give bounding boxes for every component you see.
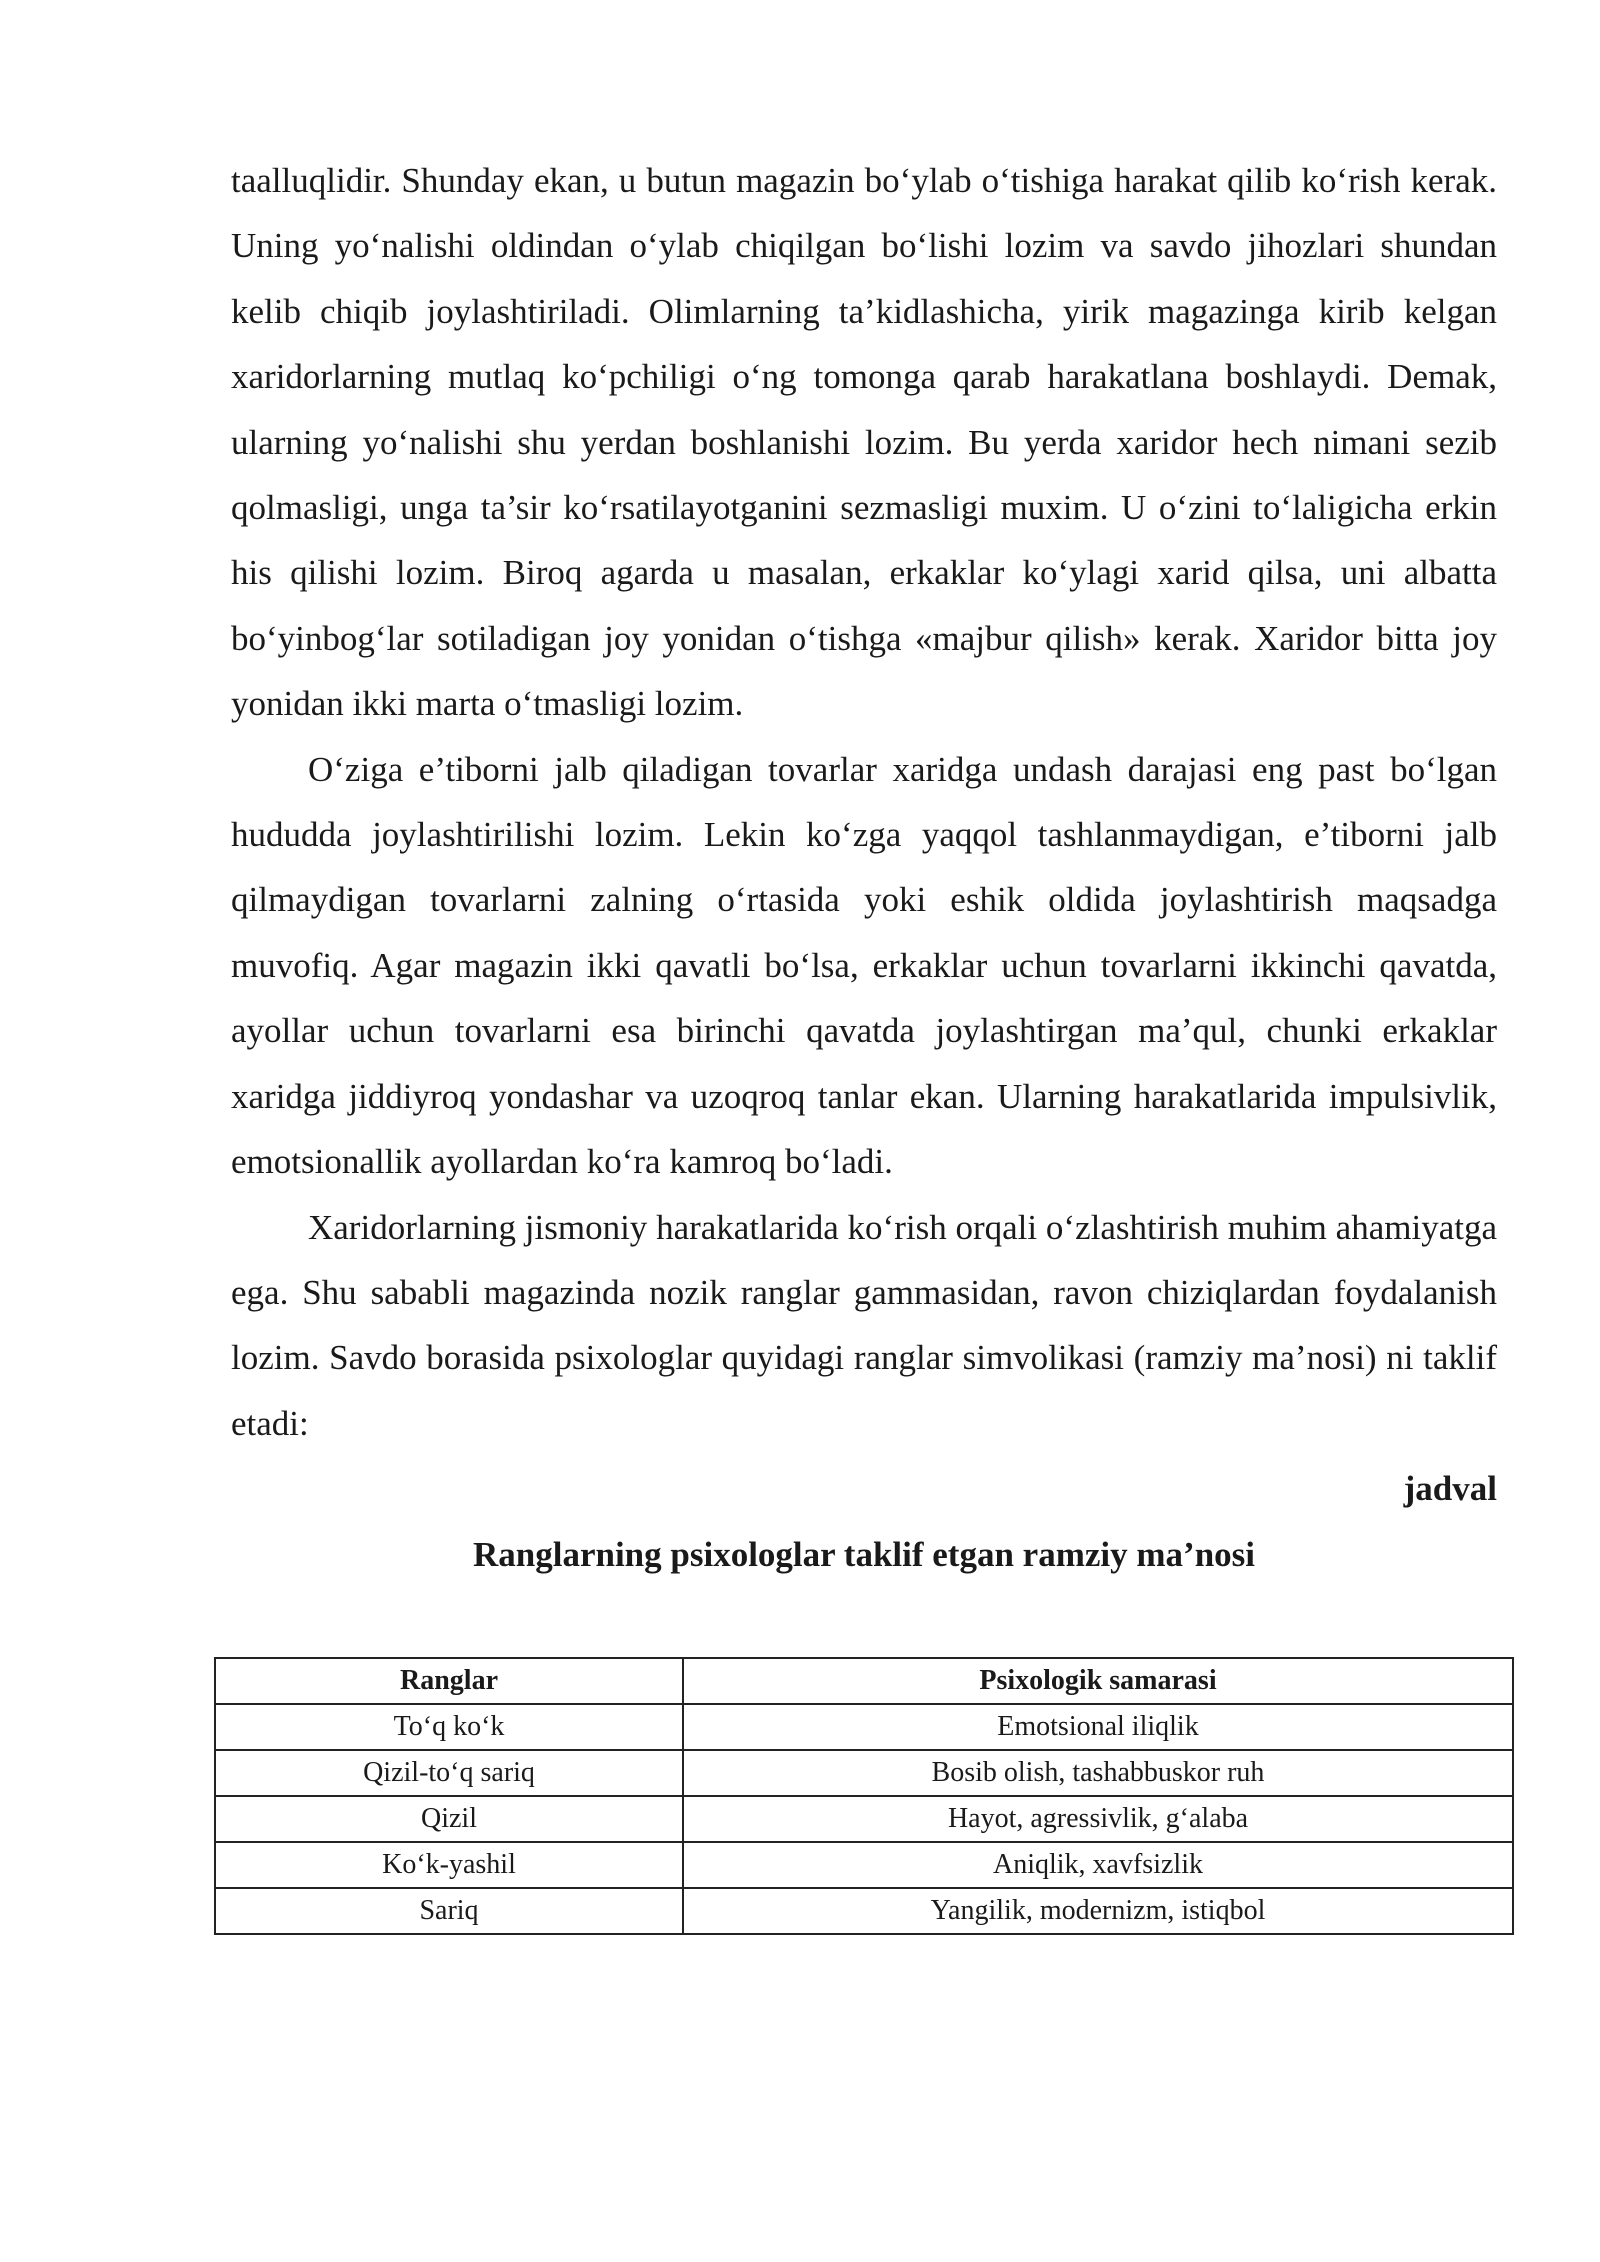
cell-effect: Aniqlik, xavfsizlik [683, 1842, 1513, 1888]
table-header-row [215, 1658, 1513, 1704]
color-table-container [214, 1657, 1514, 1935]
table-row [215, 1796, 1513, 1842]
cell-effect: Bosib olish, tashabbuskor ruh [683, 1750, 1513, 1796]
page-body [231, 148, 1497, 1587]
cell-effect: Emotsional iliqlik [683, 1704, 1513, 1750]
table-row [215, 1750, 1513, 1796]
header-colors: Ranglar [215, 1658, 683, 1704]
cell-effect: Hayot, agressivlik, g‘alaba [683, 1796, 1513, 1842]
table-label: jadval [1403, 1469, 1497, 1509]
paragraph-1: taalluqlidir. Shunday ekan, u butun magazin bo‘ylab o‘tishiga harakat qilib ko‘rish kerak. Uning yo‘nalishi oldindan o‘ylab chiqilgan bo‘lishi lozim va savdo jihozlari shundan kelib chiqib joylashtiriladi. Olimlarning ta’kidlashicha, yirik magazinga kirib kelgan xaridorlarning mutlaq ko‘pchiligi o‘ng tomonga qarab harakatlana boshlaydi. Demak, ularning yo‘nalishi shu yerdan boshlanishi lozim. Bu yerda xaridor hech nimani sezib qolmasligi, unga ta’sir ko‘rsatilayotganini sezmasligi muxim. U o‘zini to‘laligicha erkin his qilishi lozim. Biroq agarda u masalan, erkaklar ko‘ylagi xarid qilsa, uni albatta bo‘yinbog‘lar sotiladigan joy yonidan o‘tishga «majbur qilish» kerak. Xaridor bitta joy yonidan ikki marta o‘tmasligi lozim. [231, 161, 1497, 724]
paragraph-2: O‘ziga e’tiborni jalb qiladigan tovarlar xaridga undash darajasi eng past bo‘lgan hududda joylashtirilishi lozim. Lekin ko‘zga yaqqol tashlanmaydigan, e’tiborni jalb qilmaydigan tovarlarni zalning o‘rtasida yoki eshik oldida joylashtirish maqsadga muvofiq. Agar magazin ikki qavatli bo‘lsa, erkaklar uchun tovarlarni ikkinchi qavatda, ayollar uchun tovarlarni esa birinchi qavatda joylashtirgan ma’qul, chunki erkaklar xaridga jiddiyroq yondashar va uzoqroq tanlar ekan. Ularning harakatlarida impulsivlik, emotsionallik ayollardan ko‘ra kamroq bo‘ladi. [231, 749, 1497, 1182]
table-row [215, 1842, 1513, 1888]
header-psych-effect: Psixologik samarasi [683, 1658, 1513, 1704]
cell-color: Sariq [215, 1888, 683, 1934]
table-title: Ranglarning psixologlar taklif etgan ramziy ma’nosi [472, 1534, 1255, 1574]
cell-color: Qizil [215, 1796, 683, 1842]
cell-color: To‘q ko‘k [215, 1704, 683, 1750]
table-row [215, 1888, 1513, 1934]
cell-effect: Yangilik, modernizm, istiqbol [683, 1888, 1513, 1934]
cell-color: Qizil-to‘q sariq [215, 1750, 683, 1796]
table-row [215, 1704, 1513, 1750]
color-meaning-table [214, 1657, 1514, 1935]
paragraph-3: Xaridorlarning jismoniy harakatlarida ko‘rish orqali o‘zlashtirish muhim ahamiyatga ega. Shu sababli magazinda nozik ranglar gammasidan, ravon chiziqlardan foydalanish lozim. Savdo borasida psixologlar quyidagi ranglar simvolikasi (ramziy ma’nosi) ni taklif etadi: [231, 1207, 1497, 1443]
cell-color: Ko‘k-yashil [215, 1842, 683, 1888]
